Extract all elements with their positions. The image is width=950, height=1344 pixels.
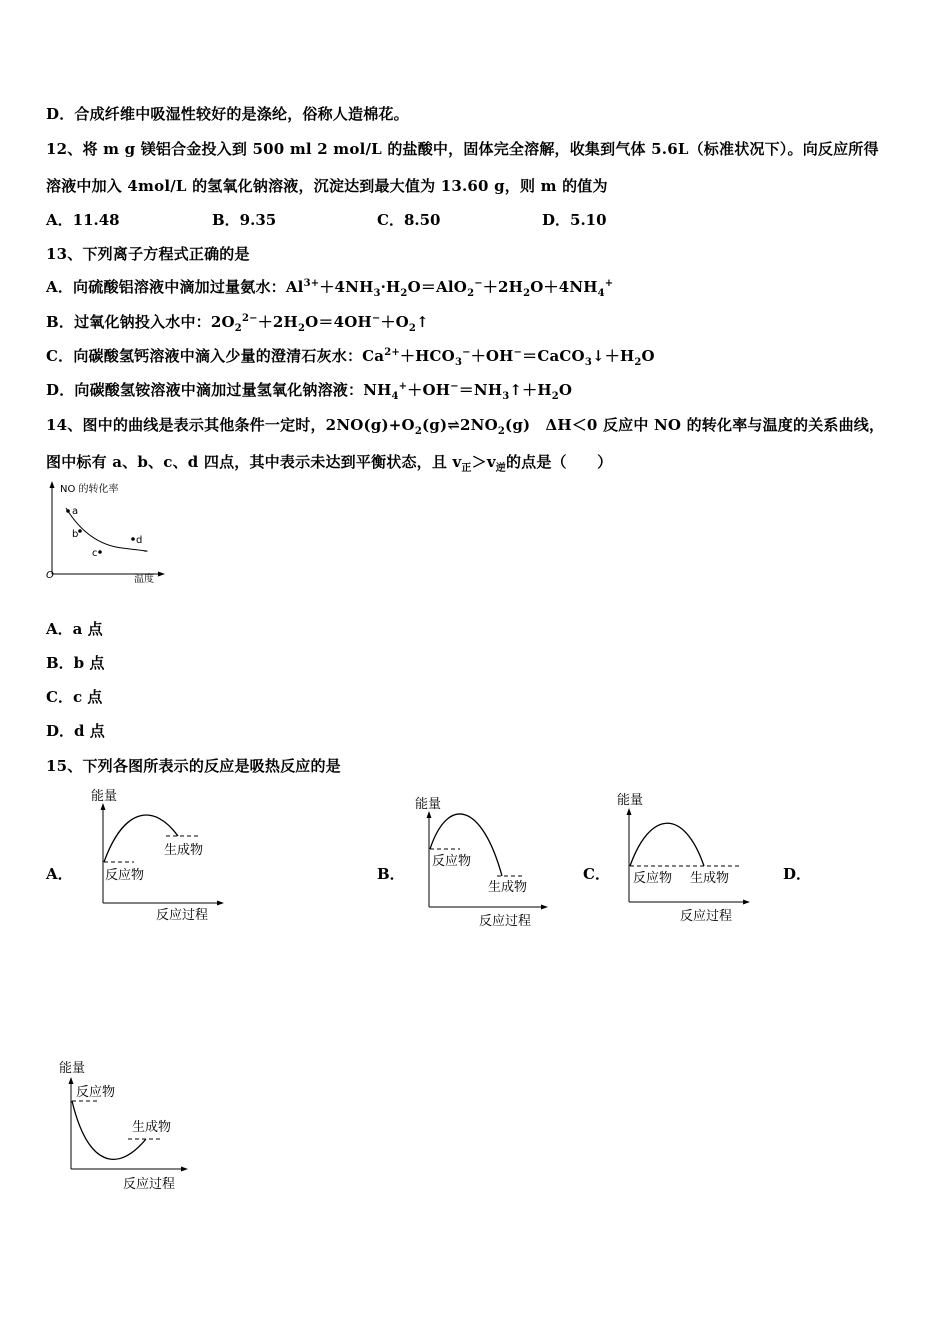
q15-option-a[interactable]: A． xyxy=(46,865,73,883)
point-d xyxy=(131,537,135,541)
q15-option-d[interactable]: D． xyxy=(783,865,812,883)
q15-option-b[interactable]: B． xyxy=(377,865,405,883)
reactant-label: 反应物 xyxy=(633,871,673,886)
product-label: 生成物 xyxy=(690,871,730,886)
point-c-label: c xyxy=(92,548,98,559)
q12-option-c[interactable]: C．8.50 xyxy=(377,211,441,229)
point-a xyxy=(66,509,70,513)
x-axis-label: 反应过程 xyxy=(123,1177,176,1192)
q13-option-b[interactable]: B．过氧化钠投入水中：$2O_2^{2-}+2H_2O=4OH^-+O_2↑$ xyxy=(46,313,429,334)
x-axis-label: 温度 xyxy=(134,574,154,585)
y-axis-label: 能量 xyxy=(415,797,442,812)
q15-graph-d xyxy=(56,1057,206,1201)
point-a-label: a xyxy=(72,506,79,517)
energy-curve xyxy=(630,823,704,866)
point-d-label: d xyxy=(136,535,143,546)
q13-option-a[interactable]: A．向硫酸铝溶液中滴加过量氨水：$Al^{3+}+4NH_3\cdot H_2O=AlO_2^-+2H_2O+4NH_4^+$ xyxy=(46,278,614,299)
q12-option-d[interactable]: D．5.10 xyxy=(542,211,607,229)
x-axis-label: 反应过程 xyxy=(156,908,209,923)
q12-stem-line1: 12、将 m g 镁铝合金投入到 500 ml 2 mol/L 的盐酸中，固体完全溶解，收集到气体 5.6L（标准状况下）。向反应所得 xyxy=(46,140,879,158)
y-axis-label: 能量 xyxy=(91,789,118,804)
q13-option-d[interactable]: D．向碳酸氢铵溶液中滴加过量氢氧化钠溶液：$NH_4^++OH^-=NH_3↑+H_2O$ xyxy=(46,381,573,402)
reactant-label: 反应物 xyxy=(105,868,145,883)
q12-option-b[interactable]: B．9.35 xyxy=(212,211,277,229)
x-axis-label: 反应过程 xyxy=(479,914,532,929)
product-label: 生成物 xyxy=(164,843,204,858)
q11-option-d: D．合成纤维中吸湿性较好的是涤纶，俗称人造棉花。 xyxy=(46,105,409,123)
q14-stem-line1: 14、图中的曲线是表示其他条件一定时，$2NO(g)+O_2(g)\rightleftharpoons 2NO_2(g)$ ΔH＜0 反应中 NO 的转化率与温度的关系曲线， xyxy=(46,416,885,437)
q15-graph-b xyxy=(412,793,562,937)
q15-option-c[interactable]: C． xyxy=(583,865,610,883)
q13-stem: 13、下列离子方程式正确的是 xyxy=(46,245,250,263)
q14-option-a[interactable]: A．a 点 xyxy=(46,620,103,638)
origin-label: O xyxy=(46,570,54,581)
q14-conversion-figure xyxy=(40,478,170,592)
y-axis-arrow xyxy=(50,481,55,488)
q14-stem-line2: 图中标有 a、b、c、d 四点，其中表示未达到平衡状态，且 $v_正>v_逆$的点是（ ） xyxy=(46,453,613,474)
point-b xyxy=(78,529,82,533)
y-axis-label: 能量 xyxy=(59,1061,86,1076)
point-c xyxy=(98,550,102,554)
reactant-label: 反应物 xyxy=(76,1085,116,1100)
q12-stem-line2: 溶液中加入 4mol/L 的氢氧化钠溶液，沉淀达到最大值为 13.60 g，则 m 的值为 xyxy=(46,177,608,195)
q14-option-b[interactable]: B．b 点 xyxy=(46,654,105,672)
product-label: 生成物 xyxy=(488,880,528,895)
q12-option-a[interactable]: A．11.48 xyxy=(46,211,120,229)
reactant-label: 反应物 xyxy=(432,854,472,869)
y-axis-label: NO 的转化率 xyxy=(60,484,119,495)
q13-option-c[interactable]: C．向碳酸氢钙溶液中滴入少量的澄清石灰水：$Ca^{2+}+HCO_3^-+OH^-=CaCO_3↓+H_2O$ xyxy=(46,347,655,368)
x-axis-arrow xyxy=(158,572,165,577)
q15-graph-a xyxy=(88,785,238,929)
product-label: 生成物 xyxy=(132,1120,172,1135)
x-axis-label: 反应过程 xyxy=(680,909,733,924)
y-axis-label: 能量 xyxy=(617,793,644,808)
q15-stem: 15、下列各图所表示的反应是吸热反应的是 xyxy=(46,757,341,775)
q14-option-d[interactable]: D．d 点 xyxy=(46,722,105,740)
q15-graph-c xyxy=(614,790,764,934)
q14-option-c[interactable]: C．c 点 xyxy=(46,688,103,706)
point-b-label: b xyxy=(72,529,79,540)
